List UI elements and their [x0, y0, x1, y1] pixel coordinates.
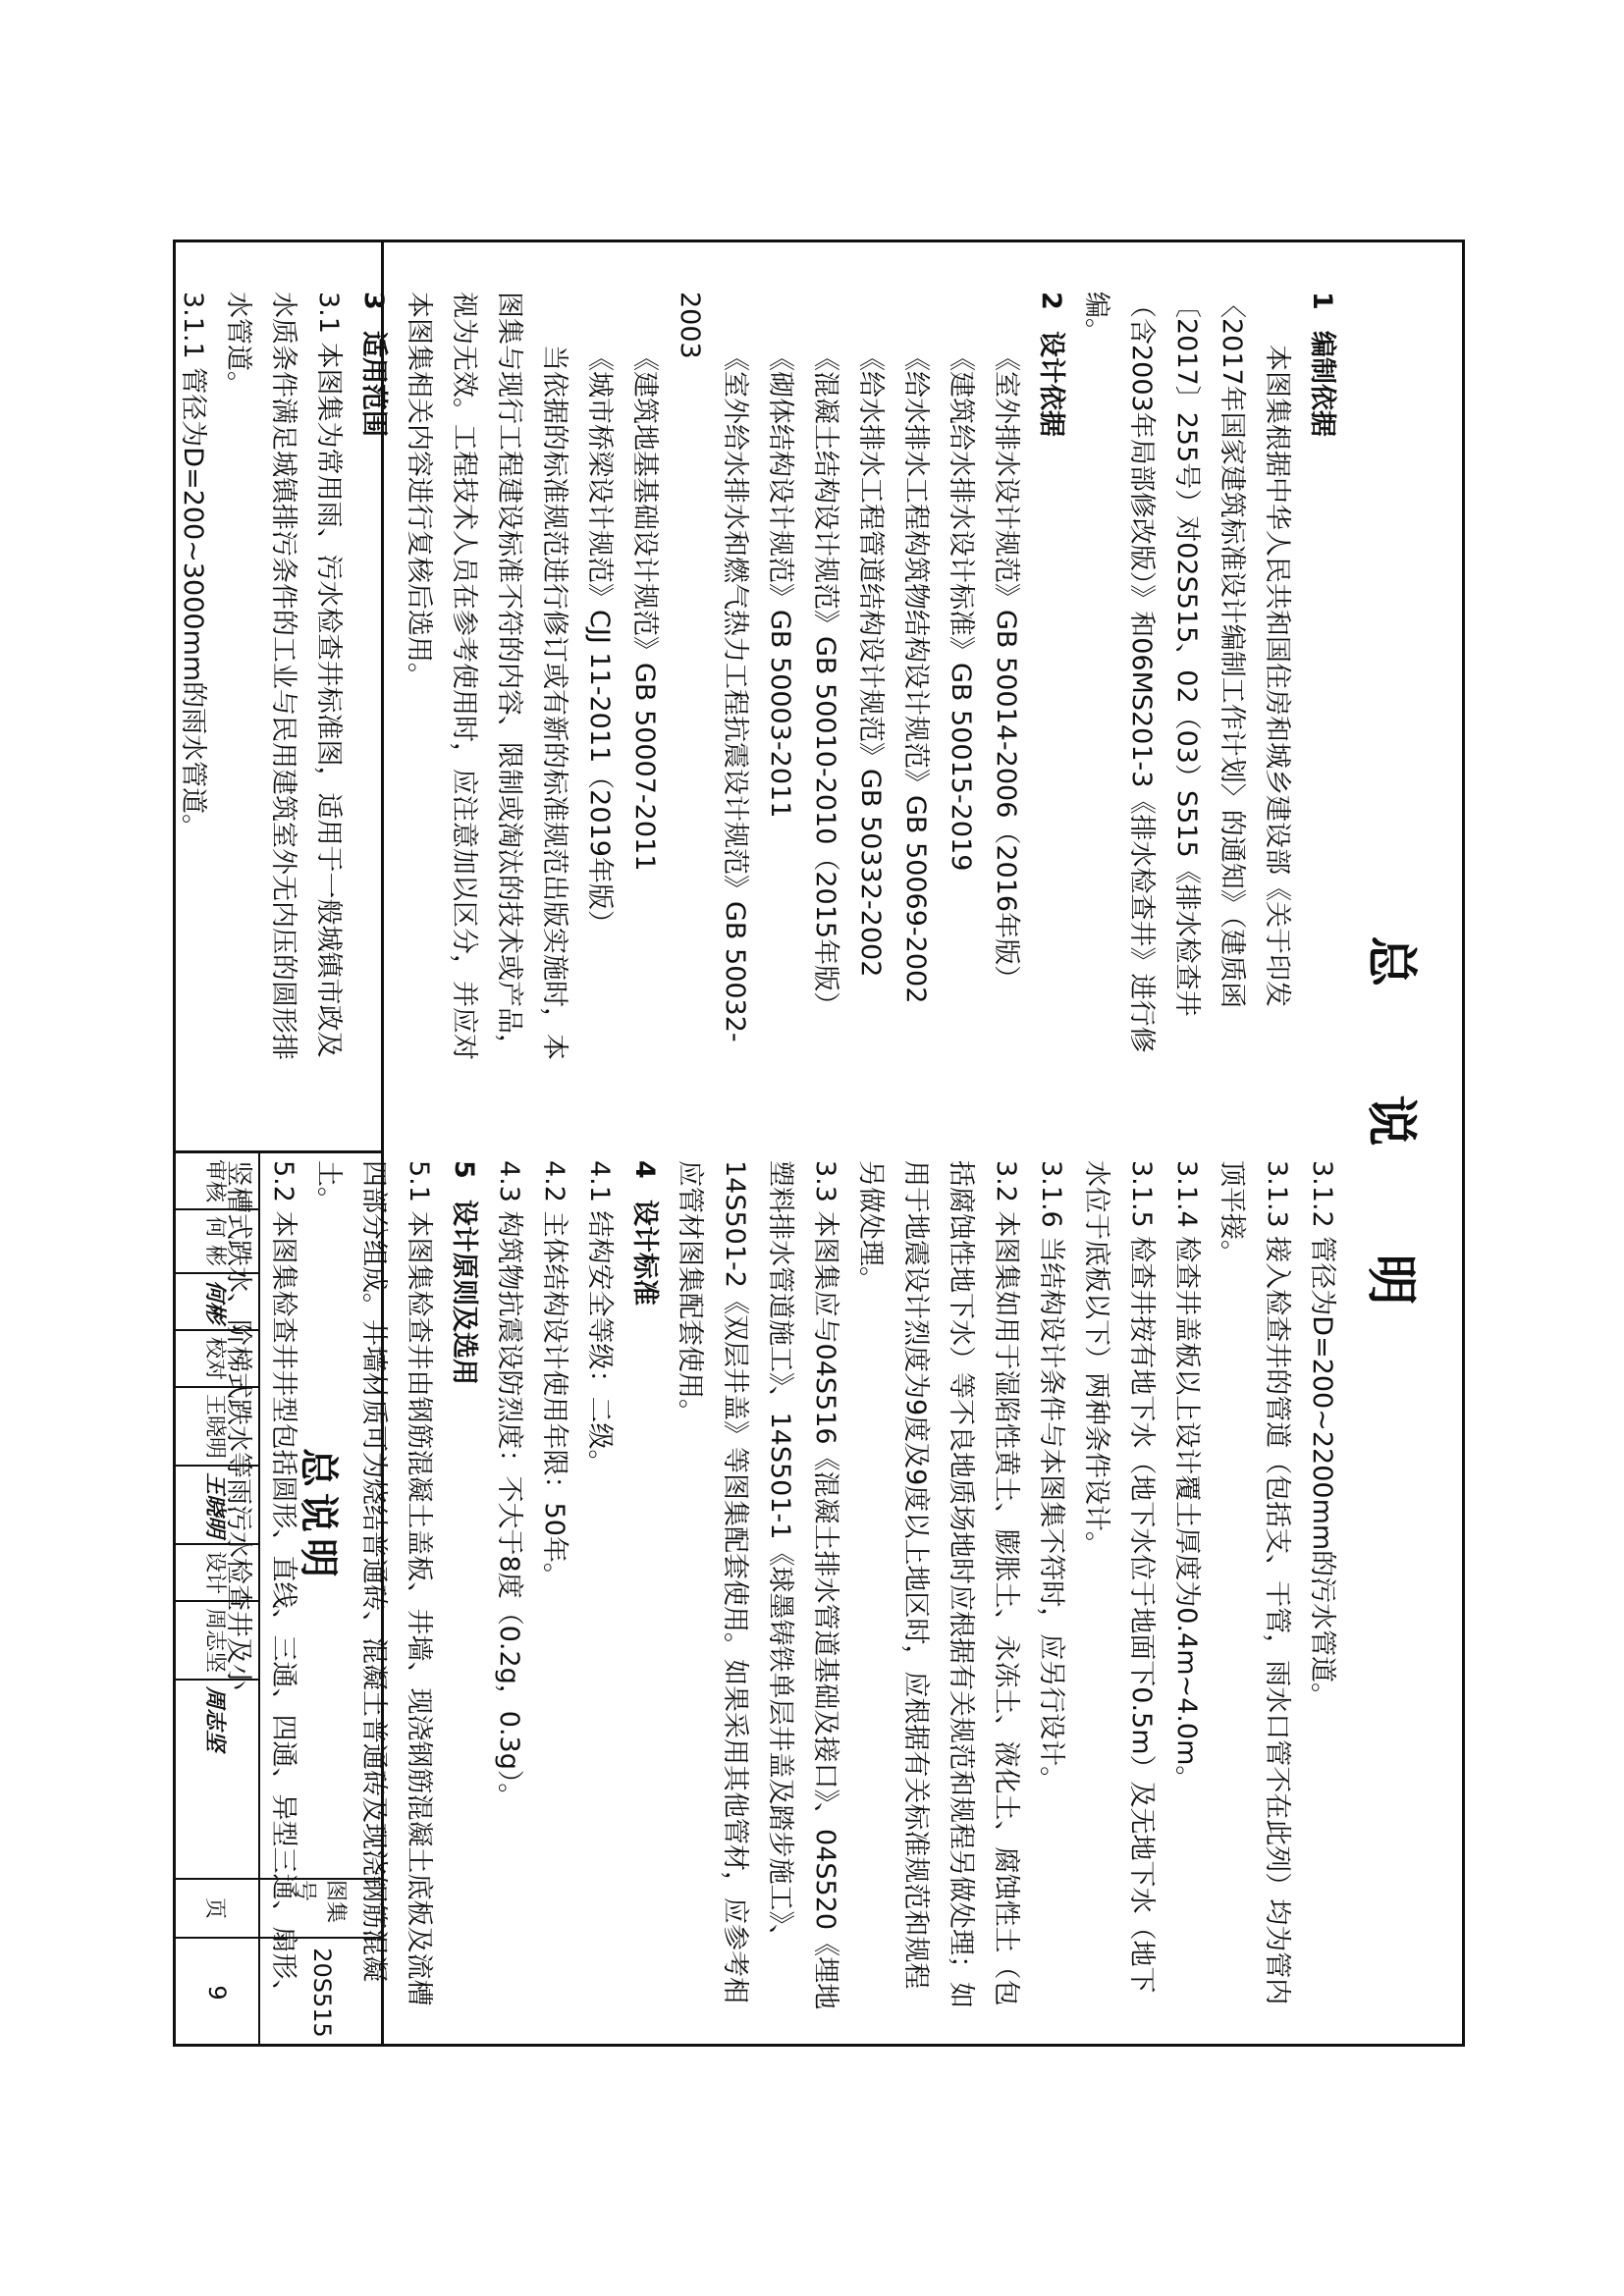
standard-reference: 《给水排水工程管道结构设计规范》GB 50332-2002: [855, 345, 886, 978]
standard-reference: 《室外排水设计规范》GB 50014-2006（2016年版）: [991, 345, 1021, 992]
section-title: 设计原则及选用: [449, 1200, 479, 1385]
rotated-page: [176, 242, 1462, 2044]
paragraph: 3.1.1 管径为D=200~3000mm的雨水管道。: [178, 292, 208, 841]
drawing-name: 总说明: [258, 1153, 384, 1880]
paragraph: 3.1.5 检查井按有地下水（地下水位于地面下0.5m）及无地下水（地下水位于底板以下）两种条件设计。: [1081, 1160, 1157, 1994]
paragraph: 3.1.6 当结构设计条件与本图集不符时，应另行设计。: [1036, 1160, 1066, 1793]
paragraph: 5.2 本图集检查井井型包括圆形、直线、三通、四通、异型三通、扇形、竖槽式跌水、阶梯式跌水等雨污水检查井及小: [223, 1160, 298, 2006]
paragraph: 3.1 本图集为常用雨、污水检查井标准图，适用于一般城镇市政及水质条件满足城镇排污条件的工业与民用建筑室外无内压的圆形排水管道。: [223, 292, 344, 1060]
paragraph: 3.1.4 检查井盖板以上设计覆土厚度为0.4m~4.0m。: [1171, 1160, 1202, 1792]
page-title: 总 说 明: [1361, 935, 1420, 1351]
section-heading: [441, 1160, 486, 2014]
atlas-number: 20S515: [258, 1939, 384, 2047]
section-title: 编制依据: [1307, 331, 1337, 437]
paragraph: 3.3 本图集应与04S516《混凝土排水管道基础及接口》、04S520《埋地塑料排水管道施工》、14S501-1《球墨铸铁单层井盖及踏步施工》、14S501-2《双层井盖》等图集配套使用。如果采用其他管材，应参考相应管材图集配套使用。: [675, 1160, 840, 2010]
signature: 周志坚: [202, 1686, 229, 1752]
person-name: 何 彬: [176, 1210, 258, 1274]
title-block: [176, 1150, 384, 2044]
section-number: 5: [449, 1160, 479, 1179]
section-heading: [351, 292, 396, 1067]
signature: 何彬: [176, 1274, 258, 1331]
role-label: 校对: [176, 1331, 258, 1388]
section-number: 2: [1036, 292, 1066, 310]
standard-reference: 《建筑给水排水设计标准》GB 50015-2019: [946, 345, 976, 872]
signature: 王晓明: [176, 1467, 258, 1545]
role-label: 设计: [176, 1545, 258, 1602]
standard-reference: 《室外给水排水和燃气热力工程抗震设计规范》GB 50032-2003: [675, 292, 750, 1042]
person-name: 周志坚: [176, 1602, 258, 1681]
section-title: 设计依据: [1036, 331, 1066, 437]
paragraph: 当依据的标准规范进行修订或有新的标准规范出版实施时，本图集与现行工程建设标准不符的内容、限制或淘汰的技术或产品，视为无效。工程技术人员在参考使用时，应注意加以区分，并应对本图集相关内容进行复核后选用。: [404, 292, 569, 1060]
section-number: 3: [358, 292, 389, 310]
drawing-sheet: [173, 240, 1465, 2047]
section-heading: [1028, 292, 1073, 1067]
paragraph: 4.2 主体结构设计使用年限：50年。: [539, 1160, 569, 1589]
paragraph: 本图集根据中华人民共和国住房和城乡建设部《关于印发〈2017年国家建筑标准设计编制工作计划〉的通知》（建质函〔2017〕255号）对02S515、02（03）S515《排水检查井（含2003年局部修改版）》和06MS201-3《排水检查井》进行修编。: [1081, 292, 1292, 1053]
paragraph: 4.3 构筑物抗震设防烈度：不大于8度（0.2g，0.3g）。: [494, 1160, 524, 1810]
section-title: 适用范围: [358, 331, 389, 437]
signature-row: [176, 1153, 258, 1880]
standard-reference: 《城市桥梁设计规范》CJJ 11-2011（2019年版）: [584, 345, 615, 936]
left-column: [170, 292, 1344, 1067]
section-heading: [622, 1160, 667, 2014]
paragraph: 3.1.3 接入检查井的管道（包括支、干管，雨水口管不在此列）均为管内顶平接。: [1217, 1160, 1292, 2005]
paragraph: 5.1 本图集检查井由钢筋混凝土盖板、井墙、现浇钢筋混凝土底板及流槽四部分组成。井墙材质可为烧结普通砖、混凝土普通砖及现浇钢筋混凝土。: [313, 1160, 434, 2006]
standard-reference: 《砌体结构设计规范》GB 50003-2011: [765, 345, 795, 819]
atlas-label: 图集号: [258, 1880, 384, 1939]
page-number: 9: [203, 1985, 231, 2001]
section-heading: [1299, 292, 1344, 1067]
role-label: 审核: [176, 1153, 258, 1210]
paragraph: 4.1 结构安全等级：二级。: [584, 1160, 615, 1476]
standard-reference: 《给水排水工程构筑物结构设计规范》GB 50069-2002: [900, 345, 931, 1004]
paragraph: 3.2 本图集如用于湿陷性黄土、膨胀土、永冻土、液化土、腐蚀性土（包括腐蚀性地下水）等不良地质场地时应根据有关规范和规程另做处理；如用于地震设计烈度为9度及9度以上地区时，应根据有关标准规范和规程另做处理。: [855, 1160, 1021, 2008]
page-label: 页: [176, 1880, 258, 1939]
section-number: 4: [629, 1160, 660, 1179]
section-title: 设计标准: [629, 1200, 660, 1306]
person-name: 王晓明: [176, 1388, 258, 1467]
standard-reference: 《混凝土结构设计规范》GB 50010-2010（2015年版）: [810, 345, 840, 1019]
section-number: 1: [1307, 292, 1337, 310]
standard-reference: 《建筑地基基础设计规范》GB 50007-2011: [629, 345, 660, 872]
right-column: [215, 1160, 1344, 2014]
paragraph: 3.1.2 管径为D=200~2200mm的污水管道。: [1307, 1160, 1337, 1710]
